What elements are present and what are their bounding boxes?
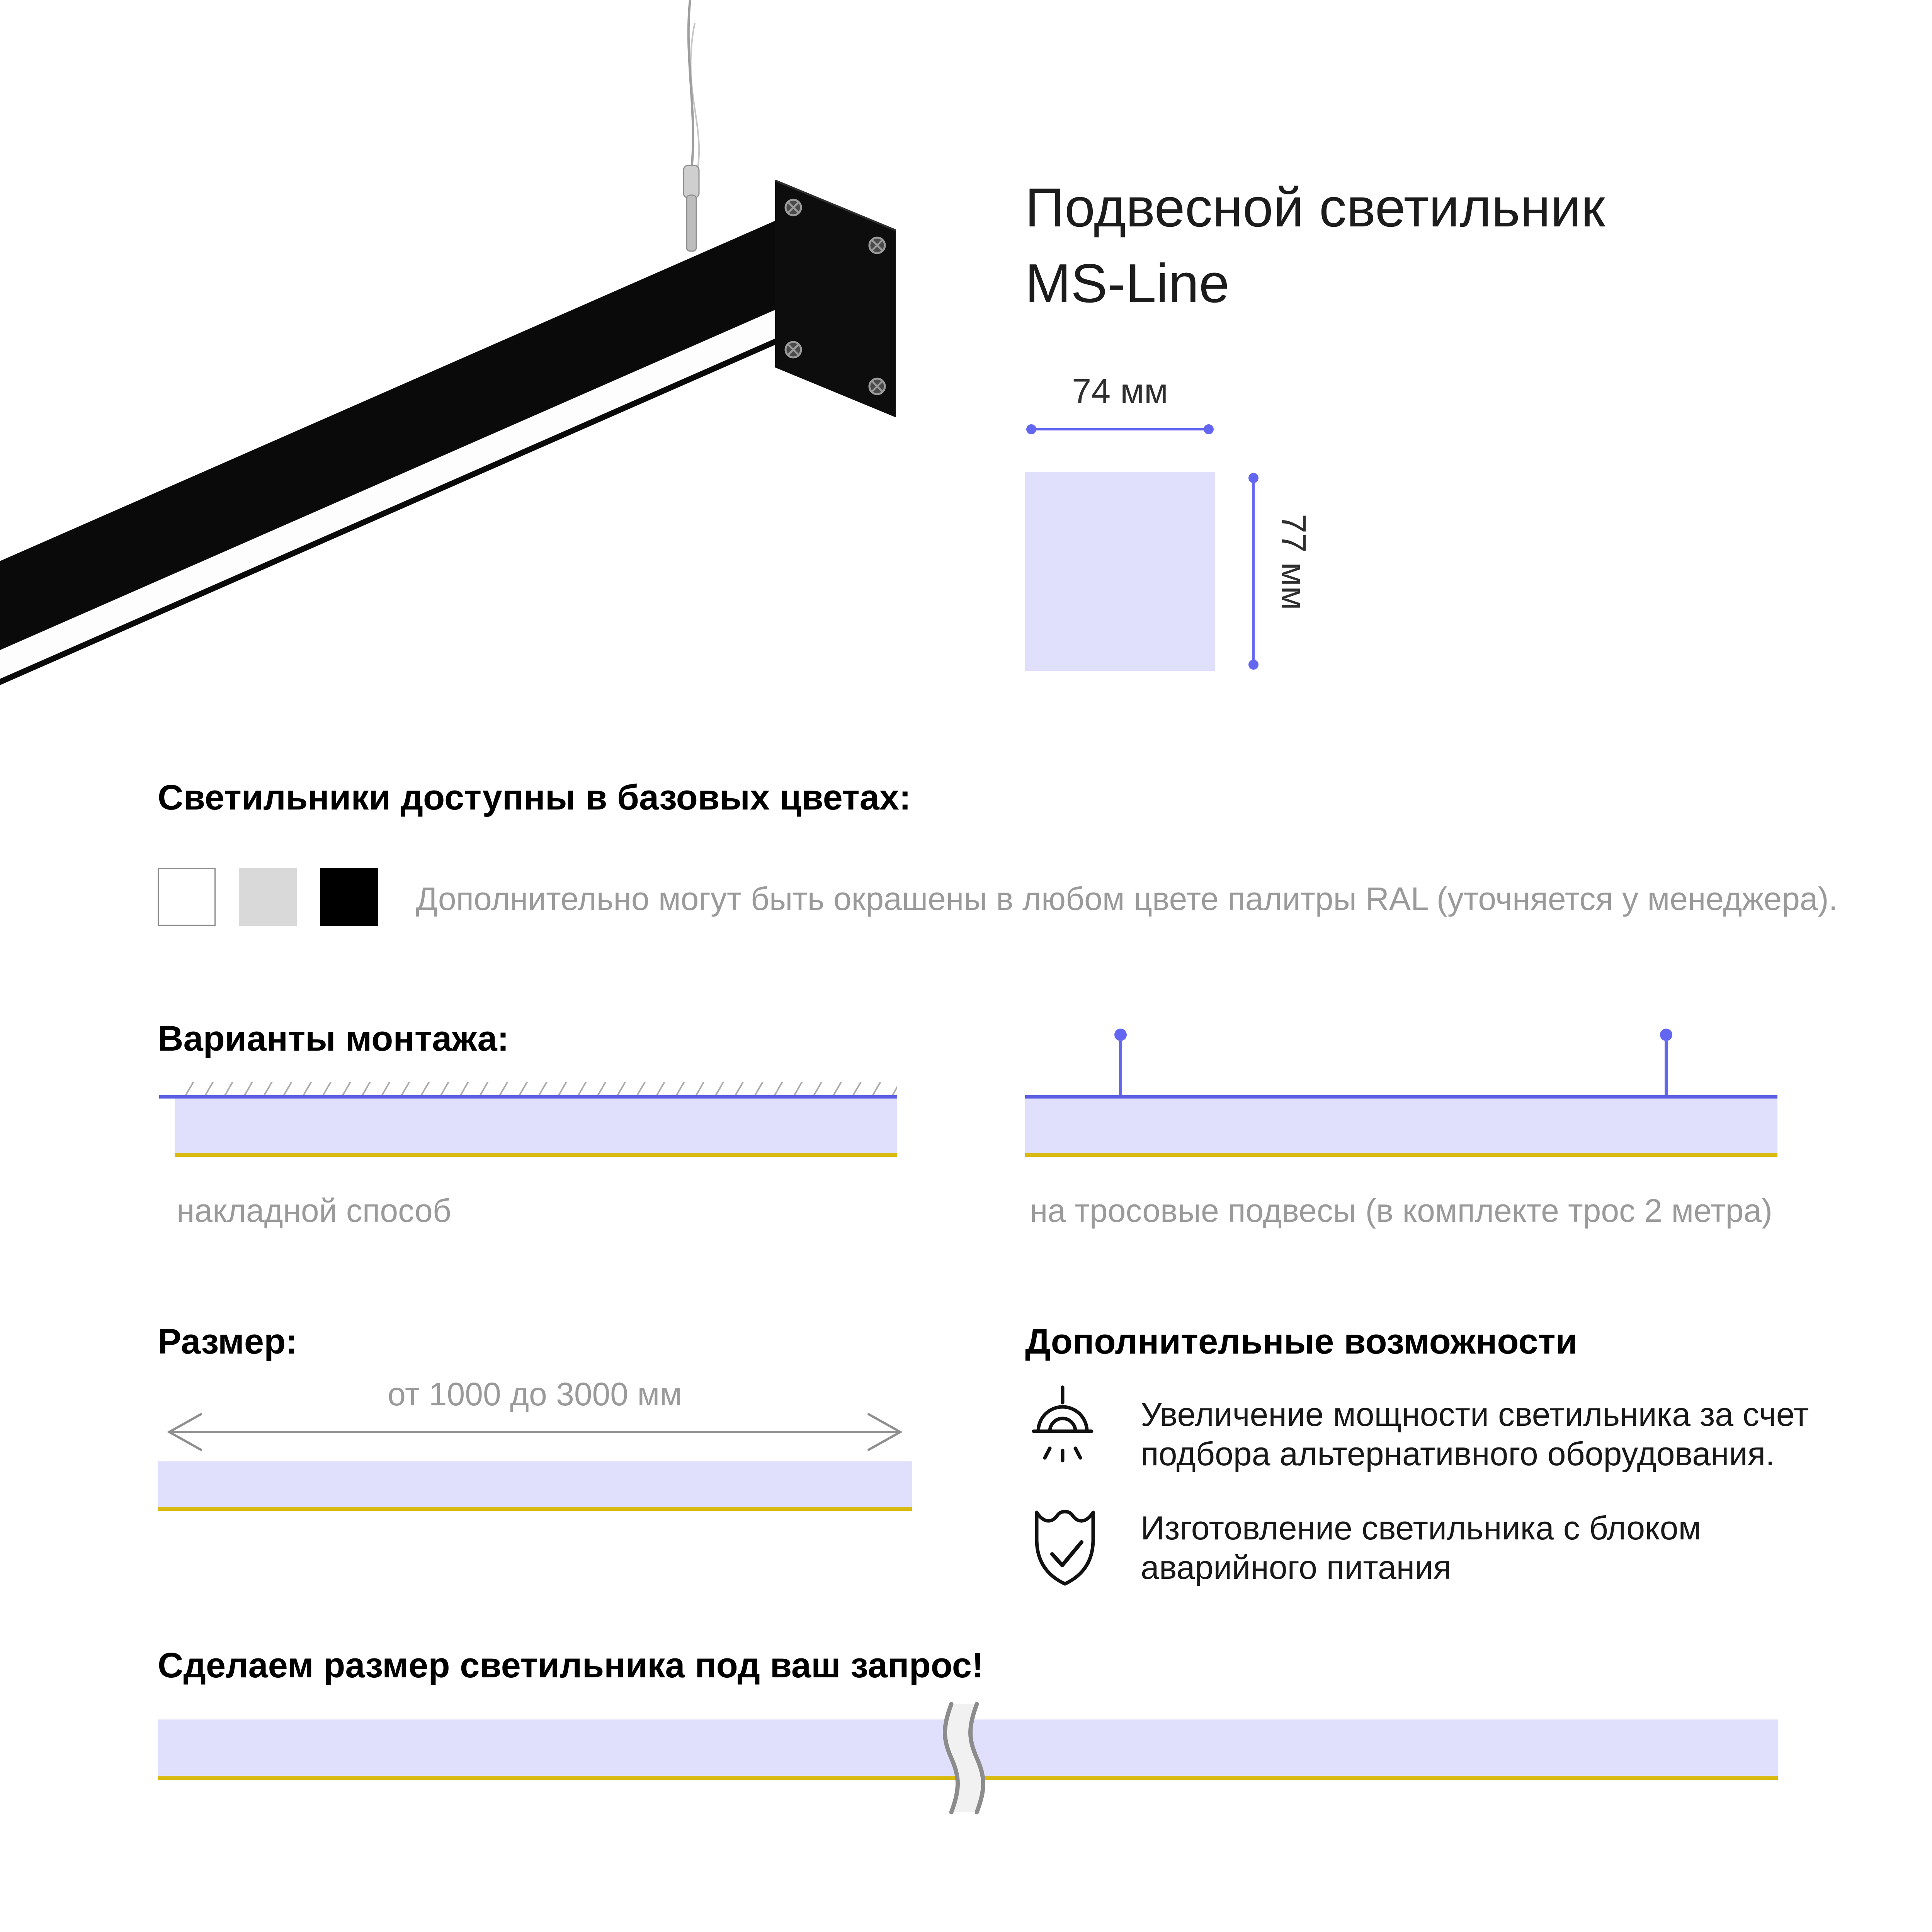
suspension-cable-render <box>684 0 699 251</box>
suspension-mount-top-line <box>1025 1095 1777 1099</box>
luminaire-body-render <box>0 217 829 719</box>
color-swatch-white <box>158 868 216 926</box>
page-title-line1: Подвесной светильник <box>1025 177 1605 238</box>
color-swatch-gray <box>239 868 297 926</box>
feature-1-line2: подбора альтернативного оборудования. <box>1141 1435 1775 1473</box>
surface-mount-caption: накладной способ <box>177 1192 451 1229</box>
size-heading: Размер: <box>158 1322 298 1361</box>
surface-mount-diffuser-line <box>175 1153 897 1157</box>
page-title <box>1025 170 1605 321</box>
ceiling-hatch <box>175 1082 897 1096</box>
size-bar-diffuser-line <box>158 1507 912 1511</box>
end-cap-render <box>775 180 896 417</box>
width-dimension-line <box>1025 419 1215 439</box>
suspension-mount-diffuser-line <box>1025 1153 1777 1157</box>
colors-heading: Светильники доступны в базовых цветах: <box>158 778 911 817</box>
cross-section-width-label: 74 мм <box>1072 372 1168 411</box>
feature-1-line1: Увеличение мощности светильника за счет <box>1141 1396 1809 1433</box>
cross-section-height-label: 77 мм <box>1274 514 1313 610</box>
suspension-cable-right <box>1665 1041 1668 1099</box>
feature-2-line1: Изготовление светильника с блоком <box>1141 1510 1701 1547</box>
size-range-label: от 1000 до 3000 мм <box>388 1376 682 1412</box>
product-render <box>0 0 927 831</box>
pendant-lamp-icon <box>1030 1384 1095 1465</box>
height-dimension-line <box>1243 472 1264 671</box>
suspension-cable-left <box>1119 1041 1122 1099</box>
size-bar <box>158 1461 912 1507</box>
ral-note: Дополнительно могут быть окрашены в любом цвете палитры RAL (уточняется у менеджера). <box>416 881 1838 917</box>
size-range-arrow <box>158 1410 912 1454</box>
suspension-mount-caption: на тросовые подвесы (в комплекте трос 2 метра) <box>1030 1192 1772 1229</box>
custom-size-heading: Сделаем размер светильника под ваш запрос! <box>158 1646 984 1685</box>
suspension-dot-left <box>1114 1029 1127 1041</box>
page-title-line2: MS-Line <box>1025 253 1230 314</box>
suspension-mount-fixture-bar <box>1025 1099 1777 1153</box>
color-swatch-black <box>320 868 378 926</box>
surface-mount-fixture-bar <box>175 1099 897 1153</box>
surface-mount-ceiling-line <box>159 1095 897 1099</box>
bar-break-symbol <box>927 1700 1005 1816</box>
suspension-dot-right <box>1660 1029 1672 1041</box>
mounting-heading: Варианты монтажа: <box>158 1019 509 1058</box>
feature-2-line2: аварийного питания <box>1141 1549 1451 1586</box>
features-heading: Дополнительные возможности <box>1025 1322 1578 1361</box>
shield-check-icon <box>1032 1504 1098 1587</box>
cross-section-square <box>1025 472 1215 671</box>
